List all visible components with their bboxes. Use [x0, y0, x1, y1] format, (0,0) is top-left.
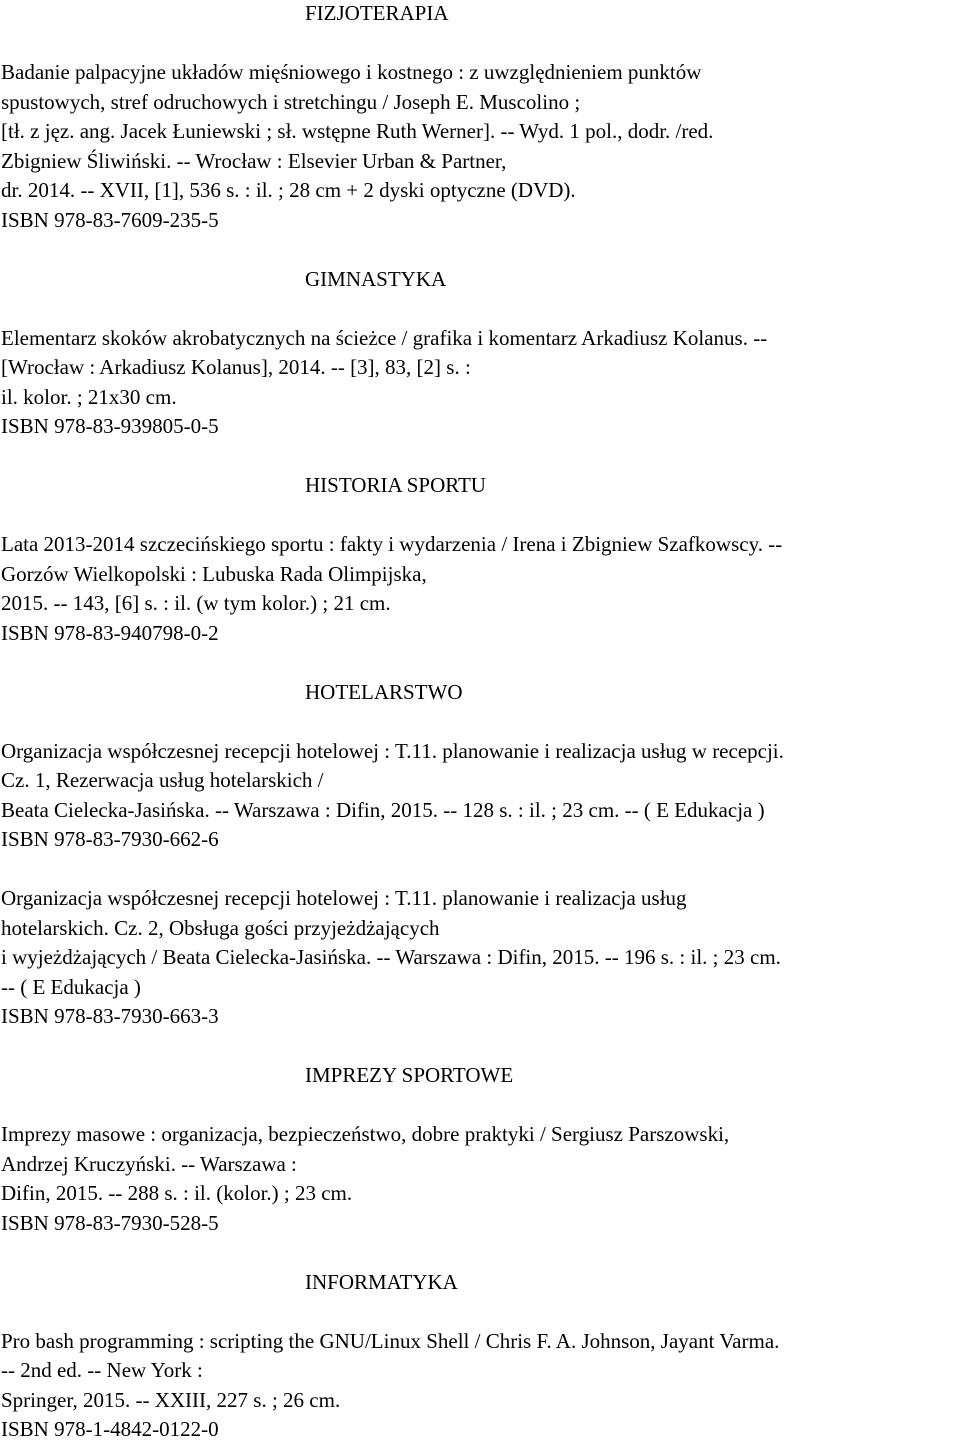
isbn-line: ISBN 978-83-7930-663-3: [1, 1004, 219, 1028]
section-heading-gimnastyka: GIMNASTYKA: [305, 266, 447, 291]
catalog-entry-hotelarstwo-2: [0, 884, 960, 1032]
entry-line: Elementarz skoków akrobatycznych na ścieżce / grafika i komentarz Arkadiusz Kolanus. --: [1, 325, 768, 350]
spacer: [0, 294, 960, 324]
entry-line: Difin, 2015. -- 288 s. : il. (kolor.) ; 23 cm.: [1, 1181, 353, 1205]
entry-line: Andrzej Kruczyński. -- Warszawa :: [1, 1151, 297, 1176]
catalog-entry-fizjoterapia-1: [0, 58, 960, 235]
entry-line: hotelarskich. Cz. 2, Obsługa gości przyjeżdżających: [1, 915, 440, 940]
entry-line: Lata 2013-2014 szczecińskiego sportu : fakty i wydarzenia / Irena i Zbigniew Szafkowscy. --: [1, 532, 783, 556]
section-heading-informatyka: INFORMATYKA: [305, 1269, 458, 1294]
catalog-entry-informatyka-1: [0, 1327, 960, 1445]
entry-line: Imprezy masowe : organizacja, bezpieczeństwo, dobre praktyki / Sergiusz Parszowski,: [1, 1122, 730, 1146]
entry-line: -- ( E Edukacja ): [1, 974, 141, 999]
entry-line: Organizacja współczesnej recepcji hotelowej : T.11. planowanie i realizacja usług w recepcji.: [1, 738, 784, 763]
isbn-line: ISBN 978-1-4842-0122-0: [1, 1417, 219, 1441]
entry-line: il. kolor. ; 21x30 cm.: [1, 384, 177, 409]
section-heading-hotelarstwo: HOTELARSTWO: [305, 679, 463, 704]
entry-line: Zbigniew Śliwiński. -- Wrocław : Elsevier Urban & Partner,: [1, 148, 507, 173]
spacer: [0, 235, 960, 265]
section-heading-fizjoterapia: FIZJOTERAPIA: [305, 1, 449, 25]
catalog-entry-imprezy-sportowe-1: [0, 1120, 960, 1238]
section-heading-imprezy-sportowe: IMPREZY SPORTOWE: [305, 1063, 514, 1087]
spacer: [0, 1032, 960, 1062]
entry-line: Pro bash programming : scripting the GNU/Linux Shell / Chris F. A. Johnson, Jayant Varma.: [1, 1328, 780, 1353]
entry-line: Organizacja współczesnej recepcji hotelowej : T.11. planowanie i realizacja usług: [1, 886, 687, 910]
isbn-line: ISBN 978-83-7930-662-6: [1, 827, 219, 851]
spacer: [0, 501, 960, 531]
spacer: [0, 855, 960, 885]
catalog-entry-hotelarstwo-1: [0, 737, 960, 855]
entry-line: [Wrocław : Arkadiusz Kolanus], 2014. -- [3], 83, [2] s. :: [1, 355, 471, 379]
catalog-entry-historia-sportu-1: [0, 530, 960, 648]
entry-line: -- 2nd ed. -- New York :: [1, 1358, 203, 1382]
spacer: [0, 1238, 960, 1268]
section-heading-historia-sportu: HISTORIA SPORTU: [305, 473, 486, 497]
spacer: [0, 29, 960, 59]
spacer: [0, 1091, 960, 1121]
entry-line: Springer, 2015. -- XXIII, 227 s. ; 26 cm.: [1, 1387, 341, 1412]
spacer: [0, 648, 960, 678]
entry-line: Badanie palpacyjne układów mięśniowego i kostnego : z uwzględnieniem punktów: [1, 60, 702, 84]
entry-line: Cz. 1, Rezerwacja usług hotelarskich /: [1, 768, 324, 792]
entry-line: spustowych, stref odruchowych i stretchingu / Joseph E. Muscolino ;: [1, 89, 581, 114]
entry-line: i wyjeżdżających / Beata Cielecka-Jasińska. -- Warszawa : Difin, 2015. -- 196 s. : il. ; 23 cm.: [1, 945, 781, 969]
entry-line: 2015. -- 143, [6] s. : il. (w tym kolor.) ; 21 cm.: [1, 591, 391, 615]
spacer: [0, 442, 960, 472]
isbn-line: ISBN 978-83-7930-528-5: [1, 1210, 219, 1235]
spacer: [0, 1297, 960, 1327]
entry-line: Beata Cielecka-Jasińska. -- Warszawa : Difin, 2015. -- 128 s. : il. ; 23 cm. -- ( E Edukacja ): [1, 797, 765, 822]
isbn-line: ISBN 978-83-940798-0-2: [1, 620, 219, 645]
spacer: [0, 707, 960, 737]
entry-line: [tł. z jęz. ang. Jacek Łuniewski ; sł. wstępne Ruth Werner]. -- Wyd. 1 pol., dodr. /red.: [1, 119, 714, 143]
catalog-entry-gimnastyka-1: [0, 324, 960, 442]
entry-line: dr. 2014. -- XVII, [1], 536 s. : il. ; 28 cm + 2 dyski optyczne (DVD).: [1, 178, 576, 202]
entry-line: Gorzów Wielkopolski : Lubuska Rada Olimpijska,: [1, 561, 427, 586]
isbn-line: ISBN 978-83-7609-235-5: [1, 207, 219, 232]
isbn-line: ISBN 978-83-939805-0-5: [1, 414, 219, 438]
